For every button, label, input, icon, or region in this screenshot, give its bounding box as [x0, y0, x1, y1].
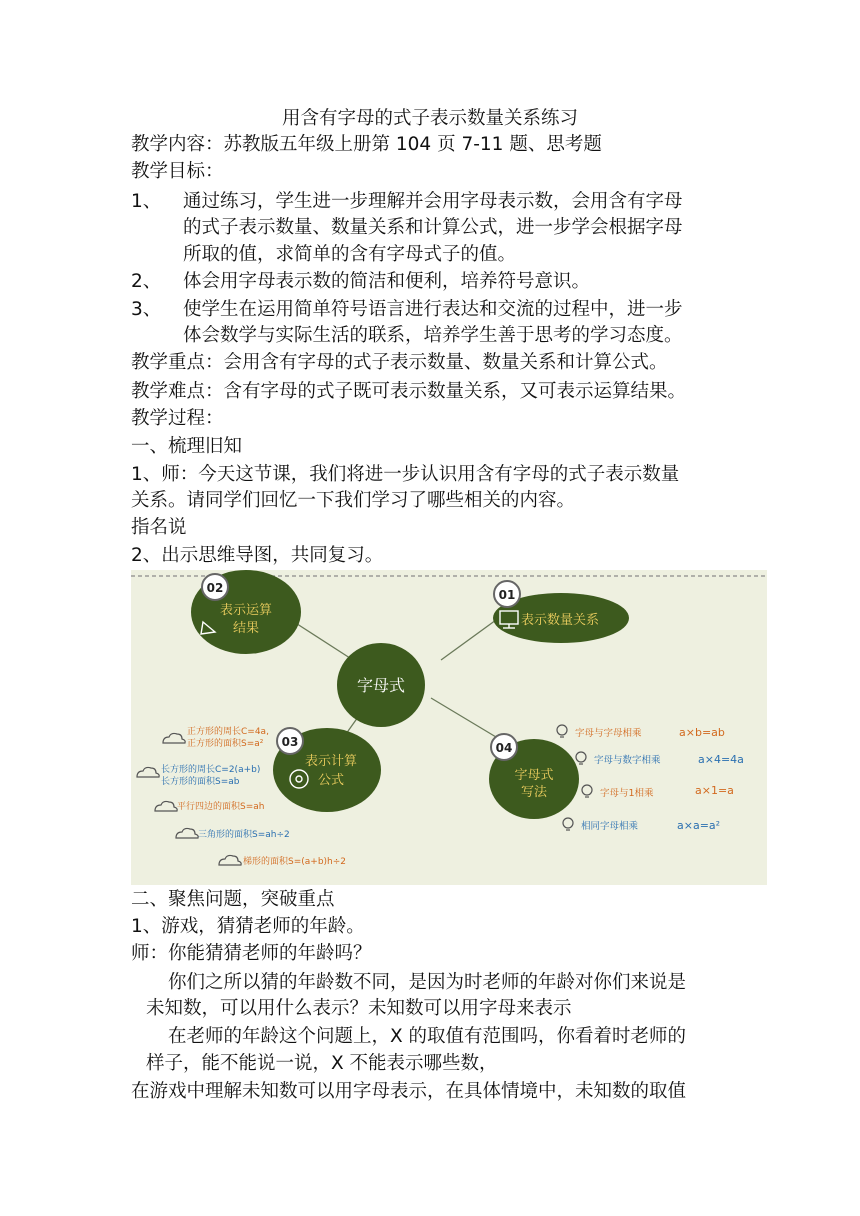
goal-number-2: 2、: [131, 271, 162, 292]
formula-2b: 长方形的面积S=ab: [161, 777, 240, 787]
badge-02-label: 02: [206, 581, 224, 595]
node-01-label: 表示数量关系: [521, 613, 600, 628]
formula-3: 平行四边的面积S=ah: [177, 802, 265, 812]
rule-1-expr: a×b=ab: [679, 726, 725, 739]
formula-1a: 正方形的周长C=4a,: [187, 727, 269, 737]
goals-label: 教学目标：: [131, 161, 224, 182]
node-04-line2: 写法: [520, 785, 548, 800]
goal-2-line-1: 体会用字母表示数的简洁和便利，培养符号意识。: [183, 271, 591, 292]
section-1-heading: 一、梳理旧知: [131, 436, 243, 457]
rule-3-expr: a×1=a: [695, 784, 734, 797]
formula-1b: 正方形的面积S=a²: [187, 739, 264, 749]
rule-1-label: 字母与字母相乘: [575, 728, 642, 739]
goal-number-1: 1、: [131, 191, 162, 212]
rule-2-label: 字母与数字相乘: [594, 755, 661, 766]
section-2-heading: 二、聚焦问题，突破重点: [131, 889, 335, 910]
key-point: 教学重点：会用含有字母的式子表示数量、数量关系和计算公式。: [131, 352, 668, 373]
goal-3-line-2: 体会数学与实际生活的联系，培养学生善于思考的学习态度。: [183, 325, 683, 346]
goal-1-line-1: 通过练习，学生进一步理解并会用字母表示数，会用含有字母: [183, 191, 683, 212]
node-03-line2: 公式: [317, 773, 345, 788]
node-04-line1: 字母式: [514, 768, 554, 783]
paragraph-7-line-1: 在老师的年龄这个问题上，X 的取值有范围吗，你看着时老师的: [168, 1026, 687, 1047]
formula-4: 三角形的面积S=ah÷2: [198, 830, 290, 840]
paragraph-1-line-2: 关系。请同学们回忆一下我们学习了哪些相关的内容。: [131, 490, 576, 511]
mind-map: [131, 570, 767, 885]
document-title: 用含有字母的式子表示数量关系练习: [281, 108, 578, 129]
rule-4-expr: a×a=a²: [677, 819, 721, 832]
badge-03-label: 03: [281, 735, 299, 749]
paragraph-1-line-1: 1、师：今天这节课，我们将进一步认识用含有字母的式子表示数量: [131, 464, 680, 485]
paragraph-3: 2、出示思维导图，共同复习。: [131, 545, 384, 566]
center-node-label: 字母式: [356, 676, 406, 695]
badge-04-label: 04: [495, 741, 513, 755]
paragraph-4: 1、游戏，猜猜老师的年龄。: [131, 916, 365, 937]
paragraph-2: 指名说: [131, 517, 187, 538]
difficulty: 教学难点：含有字母的式子既可表示数量关系，又可表示运算结果。: [131, 381, 687, 402]
goal-number-3: 3、: [131, 299, 162, 320]
paragraph-8: 在游戏中理解未知数可以用字母表示，在具体情境中，未知数的取值: [131, 1081, 687, 1102]
node-02-line1: 表示运算: [219, 603, 273, 618]
paragraph-6-line-2: 未知数，可以用什么表示？未知数可以用字母来表示: [146, 998, 572, 1019]
badge-01-label: 01: [498, 588, 516, 602]
formula-5: 梯形的面积S=(a+b)h÷2: [243, 857, 347, 867]
paragraph-5: 师：你能猜猜老师的年龄吗？: [131, 943, 372, 964]
node-02-line2: 结果: [232, 621, 260, 636]
node-03-line1: 表示计算: [304, 754, 358, 769]
rule-4-label: 相同字母相乘: [581, 821, 639, 832]
rule-2-expr: a×4=4a: [698, 753, 744, 766]
rule-3-label: 字母与1相乘: [600, 788, 654, 799]
teaching-content: 教学内容：苏教版五年级上册第 104 页 7-11 题、思考题: [131, 134, 602, 155]
formula-2a: 长方形的周长C=2(a+b): [161, 765, 261, 775]
goal-1-line-3: 所取的值，求简单的含有字母式子的值。: [183, 244, 517, 265]
paragraph-6-line-1: 你们之所以猜的年龄数不同，是因为时老师的年龄对你们来说是: [168, 972, 687, 993]
paragraph-7-line-2: 样子，能不能说一说，X 不能表示哪些数，: [146, 1053, 498, 1074]
process-label: 教学过程：: [131, 408, 224, 429]
goal-3-line-1: 使学生在运用简单符号语言进行表达和交流的过程中，进一步: [183, 299, 683, 320]
goal-1-line-2: 的式子表示数量、数量关系和计算公式，进一步学会根据字母: [183, 217, 683, 238]
